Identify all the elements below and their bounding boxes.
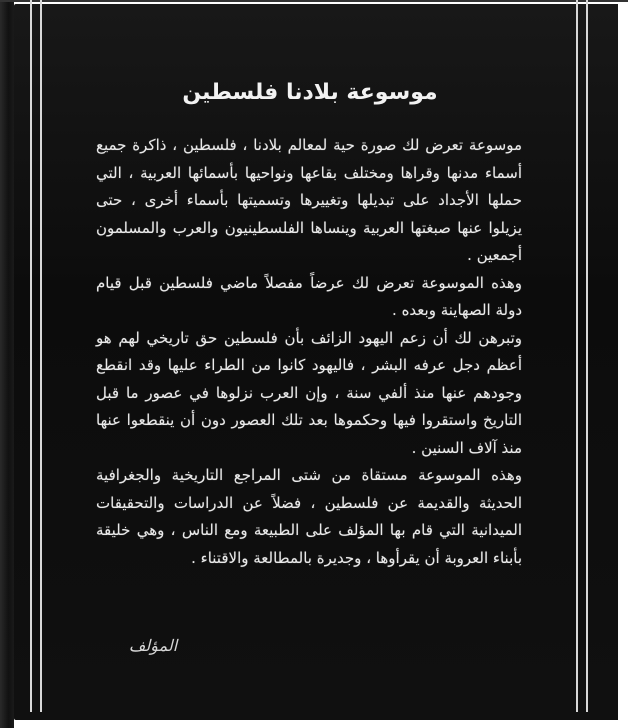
paragraph-2: وهذه الموسوعة تعرض لك عرضاً مفصلاً ماضي فلسطين قبل قيام دولة الصهاينة وبعده . (96, 273, 522, 319)
body-text (96, 132, 522, 572)
right-rule-outer (586, 0, 588, 712)
left-rule-outer (30, 0, 32, 712)
right-rule-inner (576, 0, 578, 712)
page-title: موسوعة بلادنا فلسطين (182, 80, 438, 105)
paragraph-1: موسوعة تعرض لك صورة حية لمعالم بلادنا ، فلسطين ، ذاكرة جميع أسماء مدنها وقراها ومختلف بقاعها ونواحيها بأسمائها العربية ، التي حملها الأجداد على تبديلها وتغييرها وتسميتها بأسماء أخرى ، حتى يزيلوا عنها صبغتها العربية وينساها الفلسطينيون والعرب والمسلمون أجمعين . (96, 136, 522, 264)
paragraph-4: وهذه الموسوعة مستقاة من شتى المراجع التاريخية والجغرافية الحديثة والقديمة عن فلسطين ، فضلاً عن الدراسات والتحقيقات الميدانية التي قام بها المؤلف على الطبيعة ومع الناس ، وهي خليقة بأبناء العروبة أن يقرأوها ، وجديرة بالمطالعة والاقتناء . (96, 466, 522, 567)
page-edge (618, 0, 628, 728)
paragraph-3: وتبرهن لك أن زعم اليهود الزائف بأن فلسطين حق تاريخي لهم هو أعظم دجل عرفه البشر ، فاليهود كانوا من الطراء عليها وقد انقطع وجودهم عنها منذ ألفي سنة ، وإن العرب نزلوها في عصور ما قبل التاريخ واستقروا فيها وحكموها بعد تلك العصور دون أن ينقطعوا عنها منذ آلاف السنين . (96, 328, 522, 457)
left-rule-inner (40, 0, 42, 712)
binding-edge (0, 0, 14, 728)
top-border (0, 0, 628, 2)
author-signature: المؤلف (128, 636, 178, 655)
